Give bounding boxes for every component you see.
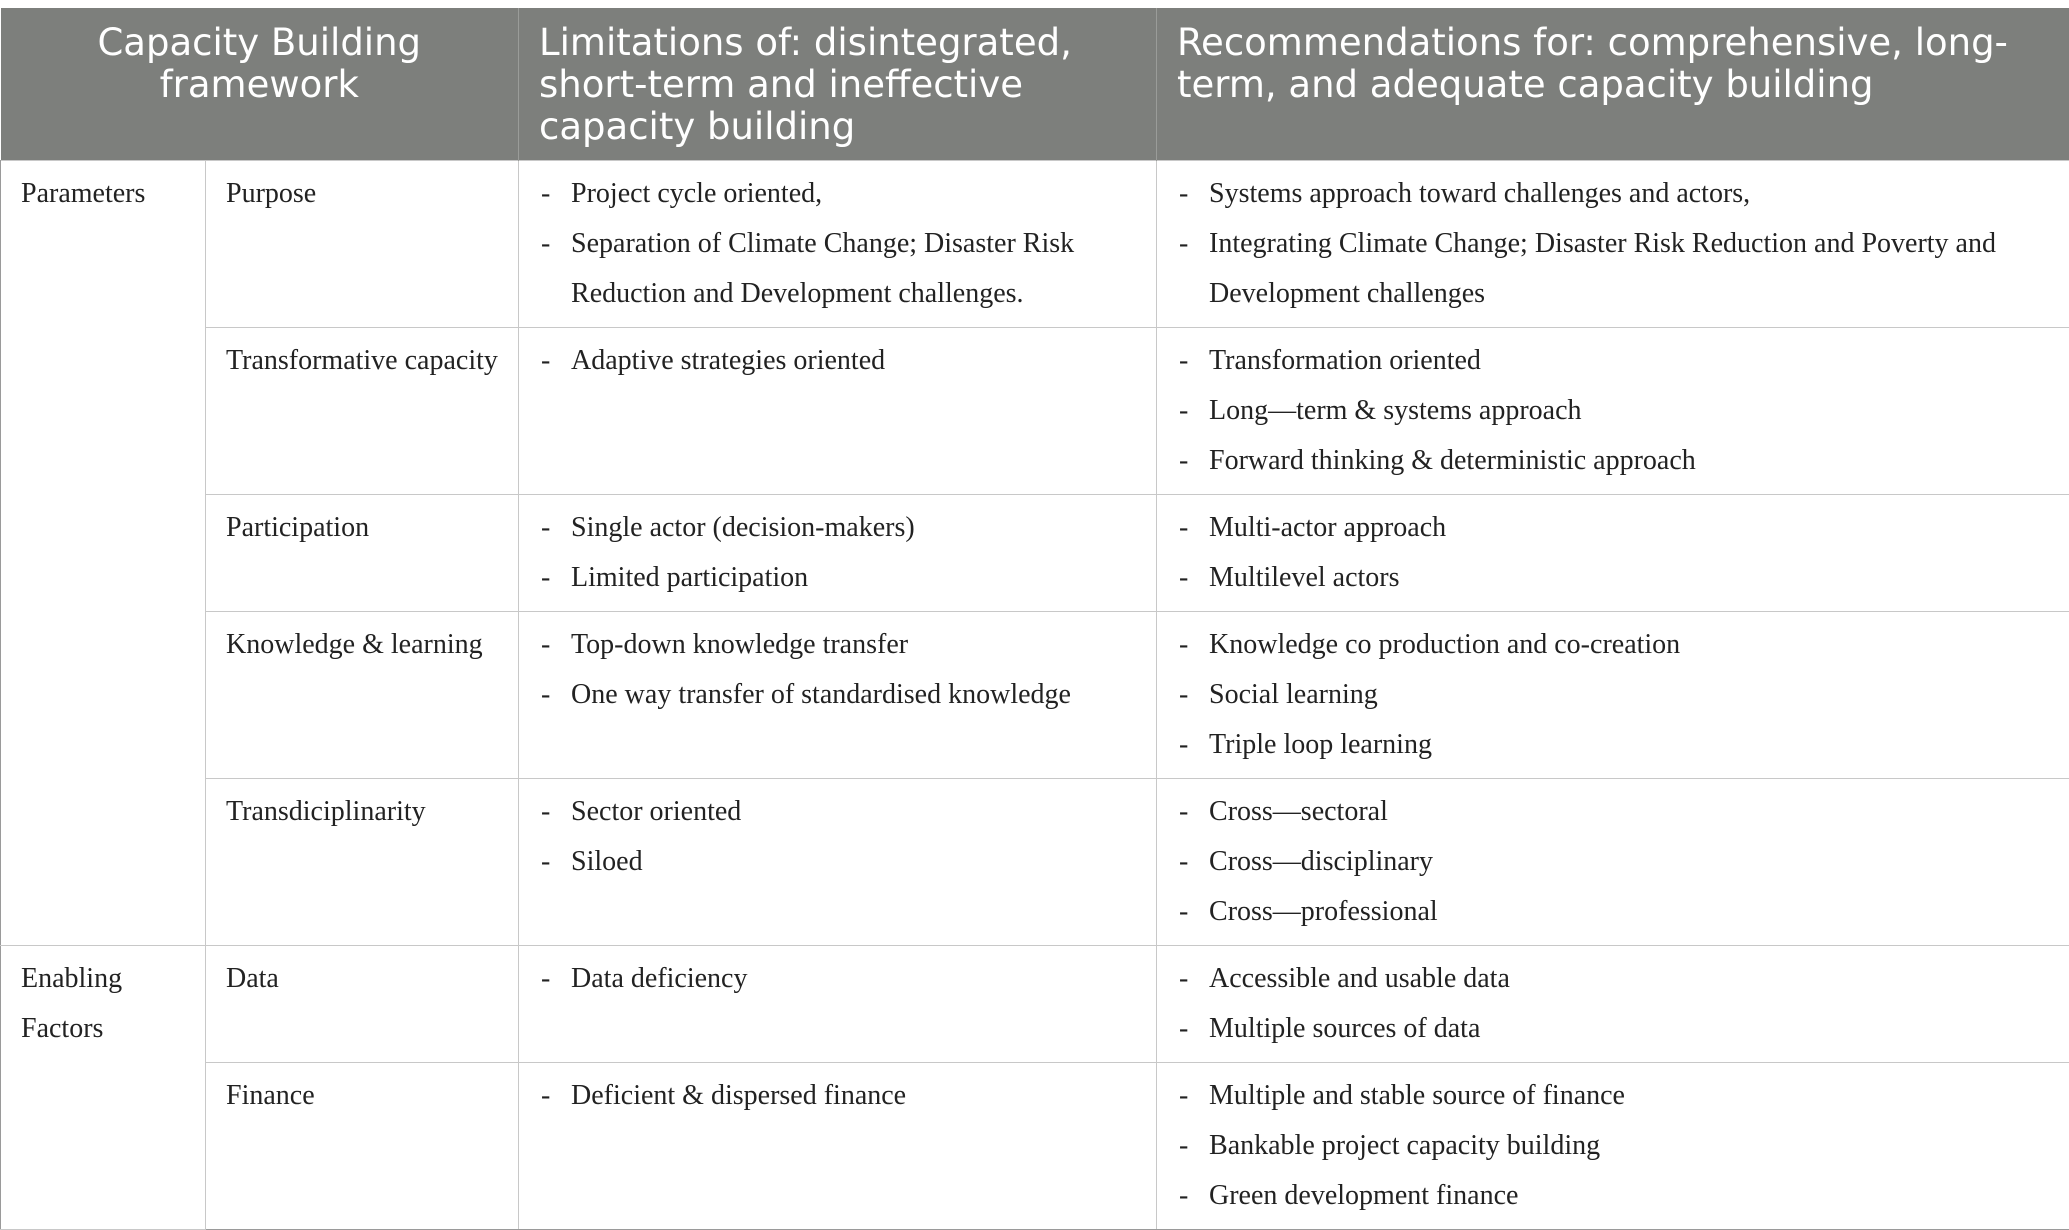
- recommendation-item: - Triple loop learning: [1177, 720, 2049, 770]
- parameter-name: Transformative capacity: [206, 328, 519, 495]
- recommendations-cell: [1157, 1063, 2069, 1230]
- parameter-name: Purpose: [206, 161, 519, 328]
- parameter-name: Finance: [206, 1063, 519, 1230]
- recommendations-cell: [1157, 328, 2069, 495]
- recommendations-list: [1177, 503, 2049, 603]
- limitation-item: - Limited participation: [539, 553, 1136, 603]
- table-row: [1, 328, 2069, 495]
- recommendation-item: - Long—term & systems approach: [1177, 386, 2049, 436]
- recommendation-item: - Forward thinking & deterministic approach: [1177, 436, 2049, 486]
- table-row: [1, 946, 2069, 1063]
- limitation-item: - Adaptive strategies oriented: [539, 336, 1136, 386]
- recommendations-cell: [1157, 779, 2069, 946]
- limitation-item: - Single actor (decision-makers): [539, 503, 1136, 553]
- recommendations-cell: [1157, 495, 2069, 612]
- table-row: [1, 161, 2069, 328]
- recommendations-list: [1177, 620, 2049, 770]
- parameter-name: Transdiciplinarity: [206, 779, 519, 946]
- recommendation-item: - Cross—disciplinary: [1177, 837, 2049, 887]
- limitations-cell: [519, 161, 1157, 328]
- group-label: Parameters: [1, 161, 206, 946]
- recommendation-item: - Bankable project capacity building: [1177, 1121, 2049, 1171]
- capacity-building-table-wrapper: [0, 8, 2069, 1230]
- recommendation-item: - Green development finance: [1177, 1171, 2049, 1221]
- recommendation-item: - Cross—professional: [1177, 887, 2049, 937]
- recommendation-item: - Integrating Climate Change; Disaster Risk Reduction and Poverty and Development challenges: [1177, 219, 2049, 319]
- recommendation-item: - Multilevel actors: [1177, 553, 2049, 603]
- header-recommendations: Recommendations for: comprehensive, long-term, and adequate capacity building: [1157, 8, 2069, 161]
- recommendations-list: [1177, 954, 2049, 1054]
- recommendations-cell: [1157, 946, 2069, 1063]
- limitations-cell: [519, 495, 1157, 612]
- limitations-list: [539, 169, 1136, 319]
- limitations-cell: [519, 328, 1157, 495]
- parameter-name: Knowledge & learning: [206, 612, 519, 779]
- recommendations-list: [1177, 169, 2049, 319]
- table-row: [1, 612, 2069, 779]
- table-body: [1, 161, 2069, 1230]
- recommendations-list: [1177, 787, 2049, 937]
- recommendation-item: - Cross—sectoral: [1177, 787, 2049, 837]
- recommendation-item: - Transformation oriented: [1177, 336, 2049, 386]
- recommendation-item: - Multiple and stable source of finance: [1177, 1071, 2049, 1121]
- recommendation-item: - Knowledge co production and co-creation: [1177, 620, 2049, 670]
- limitations-list: [539, 1071, 1136, 1121]
- recommendation-item: - Social learning: [1177, 670, 2049, 720]
- limitations-list: [539, 620, 1136, 720]
- limitations-cell: [519, 1063, 1157, 1230]
- limitations-cell: [519, 779, 1157, 946]
- recommendations-cell: [1157, 612, 2069, 779]
- limitations-list: [539, 954, 1136, 1004]
- limitation-item: - Project cycle oriented,: [539, 169, 1136, 219]
- recommendations-list: [1177, 336, 2049, 486]
- limitation-item: - One way transfer of standardised knowledge: [539, 670, 1136, 720]
- header-framework: Capacity Building framework: [1, 8, 519, 161]
- recommendation-item: - Systems approach toward challenges and actors,: [1177, 169, 2049, 219]
- header-row: [1, 8, 2069, 161]
- recommendation-item: - Accessible and usable data: [1177, 954, 2049, 1004]
- limitation-item: - Top-down knowledge transfer: [539, 620, 1136, 670]
- limitation-item: - Sector oriented: [539, 787, 1136, 837]
- group-label: Enabling Factors: [1, 946, 206, 1230]
- table-header: [1, 8, 2069, 161]
- recommendations-list: [1177, 1071, 2049, 1221]
- parameter-name: Data: [206, 946, 519, 1063]
- limitations-cell: [519, 612, 1157, 779]
- recommendation-item: - Multi-actor approach: [1177, 503, 2049, 553]
- parameter-name: Participation: [206, 495, 519, 612]
- limitation-item: - Siloed: [539, 837, 1136, 887]
- limitations-list: [539, 336, 1136, 386]
- limitations-list: [539, 787, 1136, 887]
- header-limitations: Limitations of: disintegrated, short-term and ineffective capacity building: [519, 8, 1157, 161]
- table-row: [1, 779, 2069, 946]
- limitation-item: - Deficient & dispersed finance: [539, 1071, 1136, 1121]
- table-row: [1, 1063, 2069, 1230]
- limitation-item: - Separation of Climate Change; Disaster Risk Reduction and Development challenges.: [539, 219, 1136, 319]
- limitation-item: - Data deficiency: [539, 954, 1136, 1004]
- recommendation-item: - Multiple sources of data: [1177, 1004, 2049, 1054]
- capacity-building-table: [0, 8, 2069, 1230]
- limitations-list: [539, 503, 1136, 603]
- recommendations-cell: [1157, 161, 2069, 328]
- table-row: [1, 495, 2069, 612]
- limitations-cell: [519, 946, 1157, 1063]
